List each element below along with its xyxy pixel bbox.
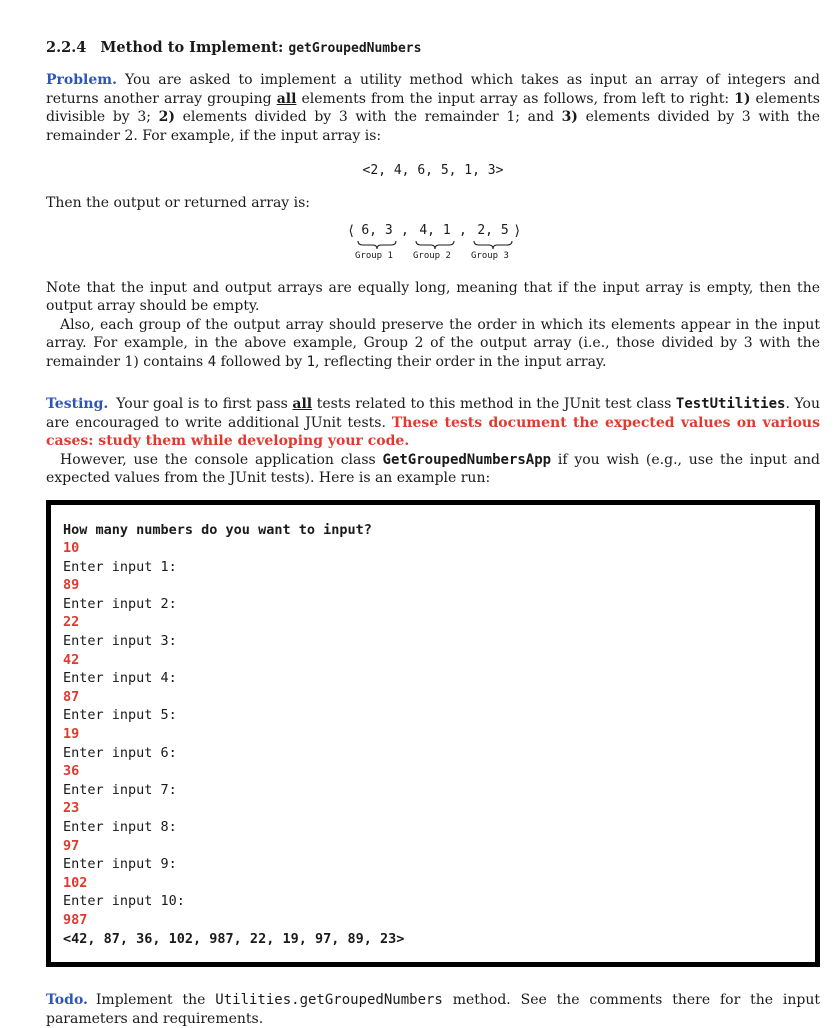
note-value-1: 1 — [306, 353, 316, 370]
problem-item-1: 1) — [734, 90, 751, 107]
testing-text: However, use the console application class — [60, 451, 383, 468]
output-separator: , — [459, 222, 467, 238]
output-open-bracket: ⟨ — [347, 222, 356, 239]
console-user-input: 102 — [63, 874, 88, 891]
testing-paragraph — [46, 395, 820, 451]
testing-text: Your goal is to first pass — [116, 396, 293, 412]
output-group-1-brace — [357, 240, 397, 250]
console-prompt: Enter input 5: — [63, 707, 177, 724]
console-prompt: Enter input 7: — [63, 781, 177, 798]
console-user-input: 10 — [63, 540, 80, 557]
todo-method-name: Utilities.getGroupedNumbers — [215, 992, 443, 1009]
console-user-input: 36 — [63, 763, 80, 780]
console-user-input: 89 — [63, 577, 80, 594]
note-value-4: 4 — [207, 353, 217, 370]
console-prompt: Enter input 3: — [63, 633, 177, 650]
section-number: 2.2.4 — [46, 39, 87, 56]
input-example: <2, 4, 6, 5, 1, 3> — [362, 163, 504, 178]
problem-text: elements from the input array as follows, from left to right: — [296, 90, 735, 107]
section-heading — [46, 38, 820, 59]
problem-text: elements divided by 3 with the remainder 1; and — [174, 109, 562, 125]
problem-item-2: 2) — [158, 109, 175, 125]
console-user-input: 987 — [63, 911, 88, 928]
console-question: How many numbers do you want to input? — [63, 521, 372, 538]
console-prompt: Enter input 8: — [63, 819, 177, 835]
testing-text: . You are encouraged to write additional JUnit tests. — [46, 396, 820, 431]
output-group-3-brace — [473, 240, 513, 250]
problem-text: elements divided by 3 with the remainder 2. For example, if the input array is: — [46, 109, 821, 144]
console-prompt: Enter input 9: — [63, 856, 177, 873]
output-group-2-label: Group 2 — [413, 250, 451, 261]
console-prompt: Enter input 4: — [63, 670, 177, 687]
problem-paragraph — [46, 71, 820, 145]
test-class-name: TestUtilities — [675, 396, 786, 412]
todo-text: method. See the comments there for the input parameters and requirements. — [46, 992, 820, 1027]
problem-text: You are asked to implement a utility method which takes as input an array of integers and returns another array grouping — [46, 72, 820, 107]
testing-text: if you wish (e.g., use the input and expected values from the JUnit tests). Here is an example run: — [46, 451, 820, 486]
output-group-2-brace — [415, 240, 455, 250]
note-text: followed by — [216, 353, 307, 370]
console-prompt: Enter input 1: — [63, 558, 177, 575]
output-group-2-values: 4, 1 — [419, 222, 451, 238]
section-method-name: getGroupedNumbers — [288, 41, 422, 56]
todo-text: Implement the — [95, 992, 216, 1009]
todo-paragraph — [46, 991, 820, 1028]
console-result: <42, 87, 36, 102, 987, 22, 19, 97, 89, 23> — [63, 930, 405, 947]
console-user-input: 23 — [63, 800, 80, 817]
output-group-1-label: Group 1 — [355, 250, 393, 261]
console-user-input: 97 — [63, 837, 80, 854]
output-example — [343, 223, 523, 267]
output-separator: , — [401, 222, 409, 238]
output-group-3-label: Group 3 — [471, 250, 509, 261]
testing-lead: Testing. — [46, 396, 109, 412]
problem-text: elements divisible by 3; — [46, 90, 820, 125]
console-prompt: Enter input 10: — [63, 893, 185, 910]
section-title: Method to Implement: — [100, 39, 284, 56]
output-group-1-values: 6, 3 — [361, 222, 393, 238]
app-class-name: GetGroupedNumbersApp — [382, 451, 552, 468]
console-example-run — [46, 500, 820, 968]
testing-highlight: These tests document the expected values on various cases: study them while developing your code. — [46, 414, 820, 449]
note-text: Also, each group of the output array should preserve the order in which its elements appear in the input array. For example, in the above example, Group 2 of the output array (i.e., those divided by 3 with the remainder 1) contains — [46, 316, 820, 370]
console-user-input: 19 — [63, 726, 80, 743]
console-prompt: Enter input 6: — [63, 744, 177, 761]
document-page — [46, 38, 820, 1028]
problem-lead: Problem. — [46, 72, 117, 88]
then-text: Then the output or returned array is: — [46, 195, 311, 211]
problem-item-3: 3) — [561, 109, 578, 125]
console-user-input: 42 — [63, 651, 80, 668]
testing-all-emphasis: all — [292, 396, 313, 412]
console-user-input: 22 — [63, 614, 80, 631]
note-paragraph-1: Note that the input and output arrays are equally long, meaning that if the input array is empty, then the output array should be empty. — [46, 279, 820, 314]
note-paragraph-2 — [46, 316, 820, 372]
problem-all-emphasis: all — [276, 90, 297, 107]
note-text: , reflecting their order in the input array. — [315, 353, 607, 370]
output-close-bracket: ⟩ — [513, 222, 522, 239]
todo-lead: Todo. — [46, 992, 88, 1009]
testing-text: tests related to this method in the JUnit test class — [312, 396, 676, 412]
console-user-input: 87 — [63, 688, 80, 705]
console-prompt: Enter input 2: — [63, 595, 177, 612]
testing-paragraph-2 — [46, 451, 820, 488]
output-group-3-values: 2, 5 — [477, 222, 509, 238]
